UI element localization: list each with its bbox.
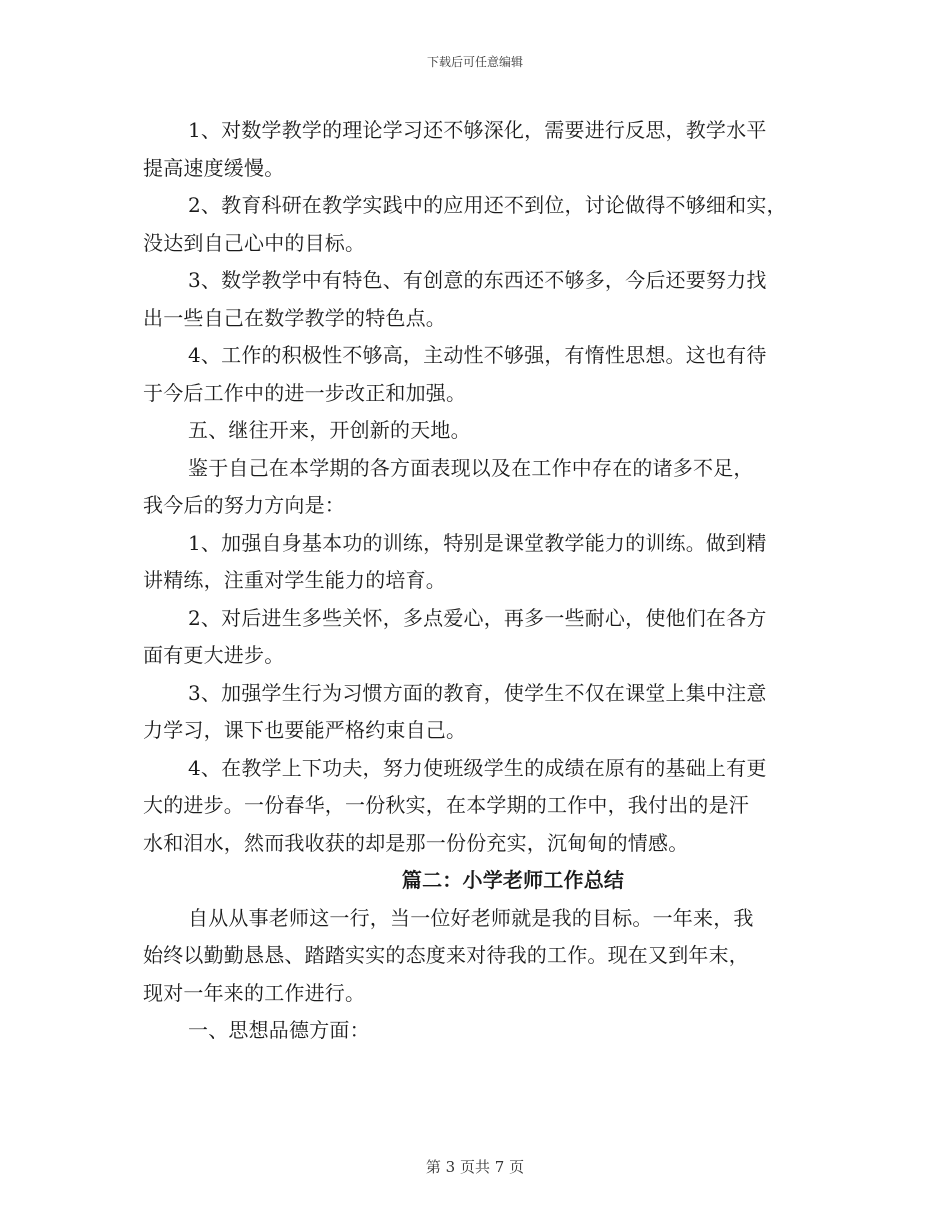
paragraph-line: 1、加强自身基本功的训练，特别是课堂教学能力的训练。做到精 — [188, 530, 767, 555]
document-body — [143, 112, 843, 1050]
paragraph-line: 4、工作的积极性不够高，主动性不够强，有惰性思想。这也有待 — [188, 343, 767, 367]
page-footer: 第 3 页共 7 页 — [425, 1158, 525, 1176]
paragraph-line: 出一些自己在数学教学的特色点。 — [143, 305, 446, 330]
paragraph-line: 自从从事老师这一行，当一位好老师就是我的目标。一年来，我 — [188, 905, 754, 930]
paragraph-line: 讲精练，注重对学生能力的培育。 — [143, 568, 446, 592]
paragraph-line: 2、对后进生多些关怀，多点爱心，再多一些耐心，使他们在各方 — [188, 605, 767, 630]
paragraph-line: 面有更大进步。 — [143, 643, 285, 667]
article-title: 篇二：小学老师工作总结 — [401, 868, 625, 892]
paragraph-line: 大的进步。一份春华，一份秋实，在本学期的工作中，我付出的是汗 — [143, 793, 749, 817]
section-heading: 五、继往开来，开创新的天地。 — [188, 418, 471, 442]
paragraph-line: 3、数学教学中有特色、有创意的东西还不够多，今后还要努力找 — [188, 268, 767, 292]
paragraph-line: 水和泪水，然而我收获的却是那一份份充实，沉甸甸的情感。 — [143, 830, 689, 855]
page-header: 下载后可任意编辑 — [426, 55, 523, 69]
paragraph-line: 1、对数学教学的理论学习还不够深化，需要进行反思，教学水平 — [188, 118, 767, 142]
paragraph-line: 没达到自己心中的目标。 — [143, 230, 366, 255]
paragraph-line: 始终以勤勤恳恳、踏踏实实的态度来对待我的工作。现在又到年末， — [143, 943, 749, 967]
paragraph-line: 我今后的努力方向是： — [143, 493, 345, 517]
paragraph-line: 于今后工作中的进一步改正和加强。 — [143, 380, 467, 405]
paragraph-line: 提高速度缓慢。 — [143, 155, 285, 180]
paragraph-line: 现对一年来的工作进行。 — [143, 980, 366, 1005]
paragraph-line: 2、教育科研在教学实践中的应用还不到位，讨论做得不够细和实， — [188, 193, 787, 217]
paragraph-line: 鉴于自己在本学期的各方面表现以及在工作中存在的诸多不足， — [188, 455, 754, 480]
section-heading: 一、思想品德方面： — [188, 1018, 370, 1042]
paragraph-line: 力学习，课下也要能严格约束自己。 — [143, 718, 467, 742]
paragraph-line: 4、在教学上下功夫，努力使班级学生的成绩在原有的基础上有更 — [188, 755, 767, 780]
paragraph-line: 3、加强学生行为习惯方面的教育，使学生不仅在课堂上集中注意 — [188, 680, 767, 705]
